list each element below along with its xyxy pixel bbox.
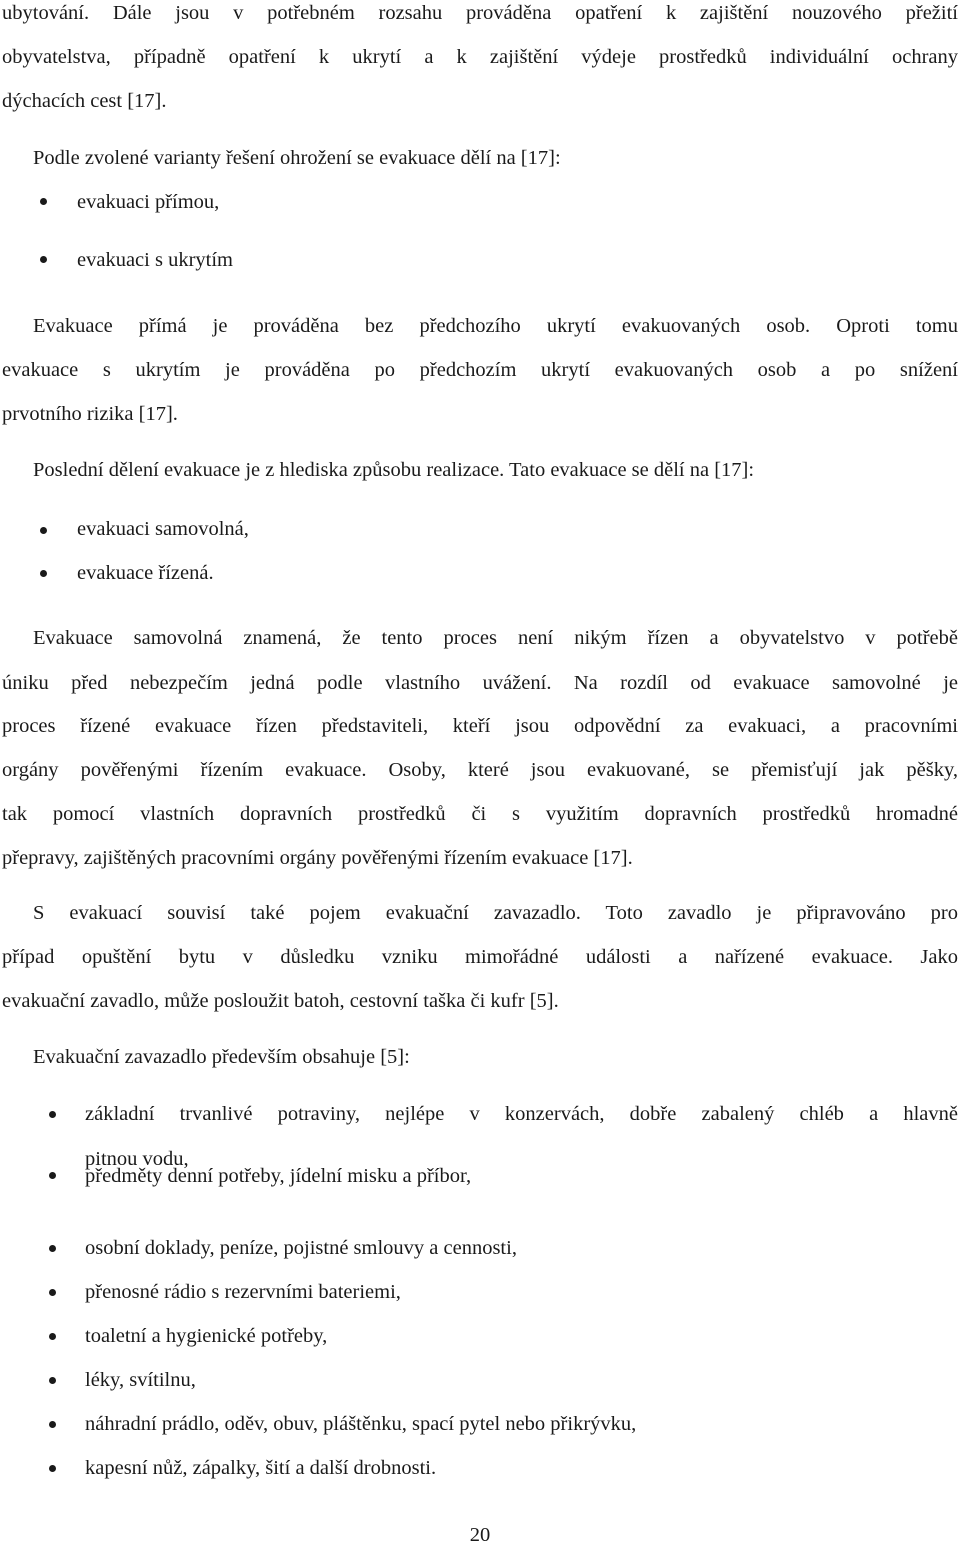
paragraph-line: přepravy, zajištěných pracovními orgány pověřenými řízením evakuace [17]. xyxy=(2,847,633,869)
bullet-icon xyxy=(49,1421,56,1428)
paragraph-line: orgány pověřenými řízením evakuace. Osoby, které jsou evakuované, se přemisťují jak pěšky, xyxy=(2,759,958,781)
paragraph-line: evakuace s ukrytím je prováděna po předchozím ukrytí evakuovaných osob a po snížení xyxy=(2,359,958,381)
paragraph-line: dýchacích cest [17]. xyxy=(2,90,167,112)
paragraph-line: případ opuštění bytu v důsledku vzniku mimořádné události a nařízené evakuace. Jako xyxy=(2,946,958,968)
paragraph-line: evakuační zavadlo, může posloužit batoh, cestovní taška či kufr [5]. xyxy=(2,990,559,1012)
list-item: evakuaci samovolná, xyxy=(77,518,249,540)
list-item: evakuaci přímou, xyxy=(77,191,220,213)
paragraph-line: Evakuace přímá je prováděna bez předchozího ukrytí evakuovaných osob. Oproti tomu xyxy=(33,315,958,337)
bullet-icon xyxy=(49,1333,56,1340)
list-item: osobní doklady, peníze, pojistné smlouvy a cennosti, xyxy=(85,1237,517,1259)
page-number: 20 xyxy=(469,1524,491,1546)
bullet-icon xyxy=(40,570,47,577)
paragraph-line: prvotního rizika [17]. xyxy=(2,403,178,425)
paragraph-line: Poslední dělení evakuace je z hlediska způsobu realizace. Tato evakuace se dělí na [17]: xyxy=(33,459,755,481)
list-item: evakuace řízená. xyxy=(77,562,214,584)
bullet-icon xyxy=(40,198,47,205)
bullet-icon xyxy=(49,1245,56,1252)
list-item: předměty denní potřeby, jídelní misku a příbor, xyxy=(85,1165,472,1187)
paragraph-line: úniku před nebezpečím jedná podle vlastního uvážení. Na rozdíl od evakuace samovolné je xyxy=(2,672,958,694)
paragraph-line: tak pomocí vlastních dopravních prostředků či s využitím dopravních prostředků hromadné xyxy=(2,803,958,825)
bullet-icon xyxy=(49,1172,56,1179)
bullet-icon xyxy=(49,1289,56,1296)
list-item: základní trvanlivé potraviny, nejlépe v konzervách, dobře zabalený chléb a hlavně xyxy=(85,1103,958,1125)
list-item: kapesní nůž, zápalky, šití a další drobnosti. xyxy=(85,1457,437,1479)
bullet-icon xyxy=(40,256,47,263)
bullet-icon xyxy=(49,1465,56,1472)
bullet-icon xyxy=(40,527,47,534)
list-item: náhradní prádlo, oděv, obuv, pláštěnku, spací pytel nebo přikrývku, xyxy=(85,1413,637,1435)
bullet-icon xyxy=(49,1377,56,1384)
list-item-continuation: pitnou vodu, xyxy=(85,1148,189,1170)
paragraph-line: Evakuace samovolná znamená, že tento proces není nikým řízen a obyvatelstvo v potřebě xyxy=(33,627,958,649)
paragraph-line: Podle zvolené varianty řešení ohrožení se evakuace dělí na [17]: xyxy=(33,147,561,169)
list-item: toaletní a hygienické potřeby, xyxy=(85,1325,328,1347)
list-item: evakuaci s ukrytím xyxy=(77,249,233,271)
bullet-icon xyxy=(49,1111,56,1118)
paragraph-line: S evakuací souvisí také pojem evakuační zavazadlo. Toto zavadlo je připravováno pro xyxy=(33,902,958,924)
list-item: léky, svítilnu, xyxy=(85,1369,196,1391)
paragraph-line: proces řízené evakuace řízen představiteli, kteří jsou odpovědní za evakuaci, a pracovními xyxy=(2,715,958,737)
paragraph-line: ubytování. Dále jsou v potřebném rozsahu prováděna opatření k zajištění nouzového přežití xyxy=(2,2,958,24)
list-item: přenosné rádio s rezervními bateriemi, xyxy=(85,1281,401,1303)
paragraph-line: obyvatelstva, případně opatření k ukrytí a k zajištění výdeje prostředků individuální ochrany xyxy=(2,46,958,68)
paragraph-line: Evakuační zavazadlo především obsahuje [5]: xyxy=(33,1046,410,1068)
